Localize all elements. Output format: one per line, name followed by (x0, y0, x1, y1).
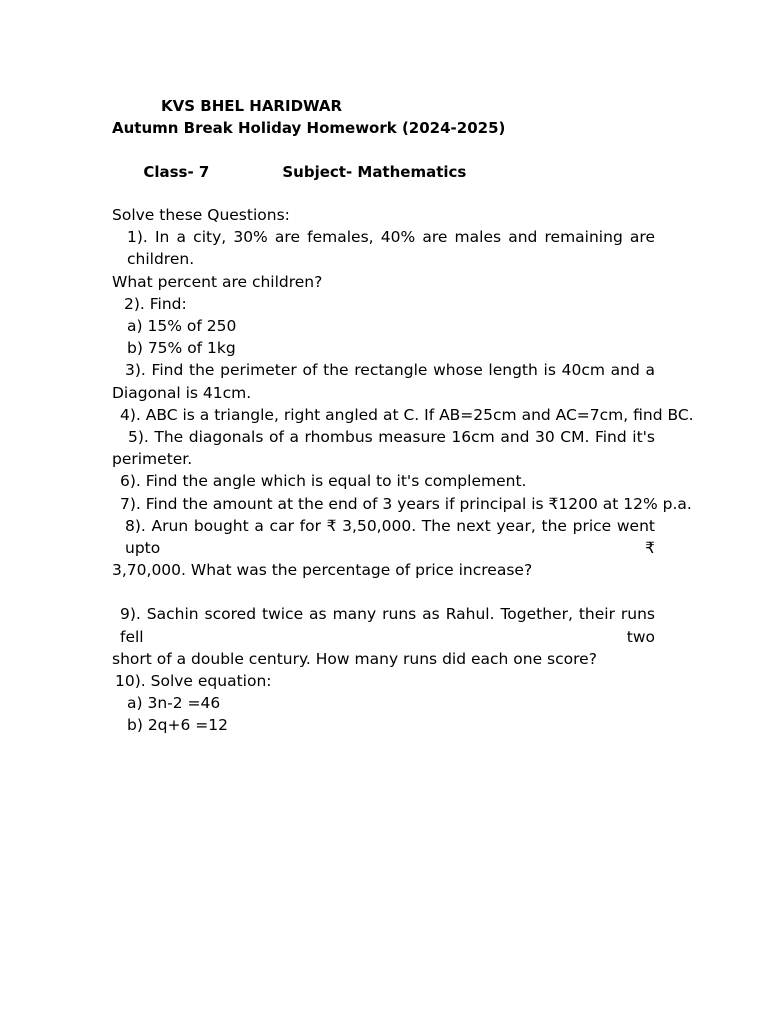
question-3-line-2: Diagonal is 41cm. (112, 383, 252, 402)
question-5-line-2: perimeter. (112, 450, 193, 469)
question-8-line-2: 3,70,000. What was the percentage of price increase? (112, 561, 533, 580)
question-2-part-b: b) 75% of 1kg (127, 339, 236, 358)
question-4-line-1: 4). ABC is a triangle, right angled at C. If AB=25cm and AC=7cm, find BC. (120, 405, 694, 424)
school-name: KVS BHEL HARIDWAR (161, 97, 343, 115)
question-7-line-1: 7). Find the amount at the end of 3 years if principal is ₹1200 at 12% p.a. (120, 494, 692, 513)
instructions: Solve these Questions: (112, 206, 290, 224)
questions-body (112, 204, 694, 737)
question-10-part-a: a) 3n-2 =46 (127, 694, 221, 713)
question-9-line-1: 9). Sachin scored twice as many runs as Rahul. Together, their runs fell two (120, 605, 655, 646)
class-subject-line (112, 139, 672, 181)
subject-label: Subject- Mathematics (282, 163, 467, 181)
question-8-line-1: 8). Arun bought a car for ₹ 3,50,000. The next year, the price went upto ₹ (125, 516, 655, 558)
class-label: Class- 7 (143, 163, 210, 181)
question-1-line-1: 1). In a city, 30% are females, 40% are males and remaining are children. (127, 228, 655, 269)
question-10-part-b: b) 2q+6 =12 (127, 716, 228, 735)
homework-title: Autumn Break Holiday Homework (2024-2025) (112, 119, 506, 137)
paragraph-gap (112, 581, 655, 603)
question-2-stem: 2). Find: (124, 294, 187, 313)
question-5-line-1: 5). The diagonals of a rhombus measure 16cm and 30 CM. Find it's (128, 428, 655, 447)
question-3-line-1: 3). Find the perimeter of the rectangle whose length is 40cm and a (125, 361, 655, 380)
question-2-part-a: a) 15% of 250 (127, 317, 237, 336)
question-10-stem: 10). Solve equation: (115, 672, 272, 691)
document-header (112, 95, 672, 181)
question-1-line-2: What percent are children? (112, 272, 323, 291)
question-6-line-1: 6). Find the angle which is equal to it's complement. (120, 472, 527, 491)
question-9-line-2: short of a double century. How many runs did each one score? (112, 649, 597, 668)
